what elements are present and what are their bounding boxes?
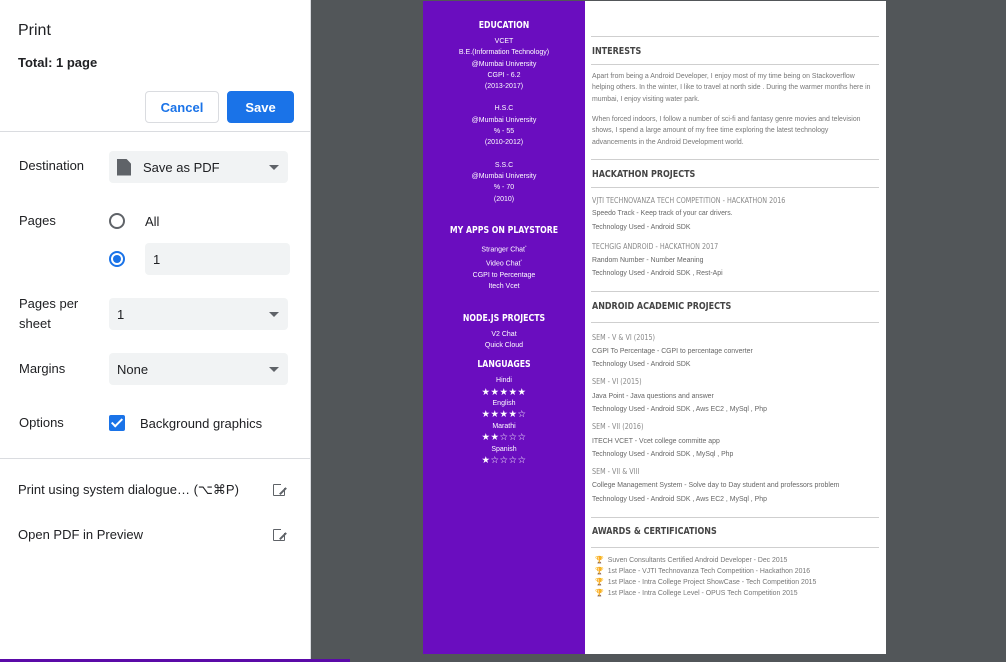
options-label: Options bbox=[19, 415, 64, 430]
margins-value: None bbox=[117, 361, 149, 377]
awards-heading: AWARDS & CERTIFICATIONS bbox=[592, 526, 717, 537]
education-item: VCET B.E.(Information Technology) @Mumbai University CGPI - 6.2 (2013-2017) bbox=[458, 38, 550, 91]
dialog-title: Print bbox=[18, 22, 51, 39]
interests-paragraph: When forced indoors, I follow a number of sci-fi and fantasy genre movies and television shows, I spend a large amount of my free time exploring the latest technology advancements in the Android Development world. bbox=[592, 116, 861, 146]
node-projects-heading: NODE.JS PROJECTS bbox=[462, 312, 546, 324]
destination-label: Destination bbox=[19, 158, 85, 173]
project-desc: Random Number - Number Meaning bbox=[592, 257, 704, 264]
project-desc: Java Point - Java questions and answer bbox=[592, 393, 714, 400]
resume-sidebar bbox=[423, 1, 585, 654]
education-heading: EDUCATION bbox=[478, 20, 530, 31]
award-item: 🏆 1st Place - Intra College Level - OPUS Tech Competition 2015 bbox=[595, 590, 798, 597]
open-external-icon[interactable] bbox=[273, 529, 285, 541]
project-title: SEM - VII (2016) bbox=[592, 422, 644, 431]
chevron-down-icon bbox=[269, 165, 279, 170]
project-tech: Technology Used - Android SDK , Rest-Api bbox=[592, 270, 723, 277]
pages-custom-radio[interactable] bbox=[109, 251, 125, 267]
trophy-icon: 🏆 bbox=[595, 568, 604, 575]
project-desc: College Management System - Solve day to Day student and professors problem bbox=[592, 482, 840, 489]
project-title: SEM - VII & VIII bbox=[592, 467, 640, 476]
rating-stars: ★☆☆☆☆ bbox=[481, 454, 527, 466]
project-title: SEM - V & VI (2015) bbox=[592, 333, 656, 342]
margins-label: Margins bbox=[19, 361, 66, 376]
project-desc: CGPI To Percentage - CGPI to percentage converter bbox=[592, 348, 753, 355]
project-desc: ITECH VCET - Vcet college committe app bbox=[592, 438, 720, 445]
rating-stars: ★★★★☆ bbox=[481, 409, 527, 421]
languages-list: Hindi ★★★★★ English ★★★★☆ Marathi ★★☆☆☆ Spanish ★☆☆☆☆ bbox=[423, 375, 585, 466]
destination-select[interactable] bbox=[109, 151, 288, 183]
background-graphics-checkbox[interactable] bbox=[109, 415, 125, 431]
project-tech: Technology Used - Android SDK , Aws EC2 , MySql , Php bbox=[592, 496, 767, 503]
award-item: 🏆 1st Place - Intra College Project ShowCase - Tech Competition 2015 bbox=[595, 579, 817, 586]
resume-main bbox=[585, 1, 886, 654]
project-tech: Technology Used - Android SDK bbox=[592, 361, 691, 368]
open-external-icon[interactable] bbox=[273, 484, 285, 496]
rating-stars: ★★☆☆☆ bbox=[481, 432, 527, 444]
cancel-button[interactable]: Cancel bbox=[145, 91, 219, 123]
pages-per-sheet-select[interactable] bbox=[109, 298, 288, 330]
background-graphics-label: Background graphics bbox=[140, 416, 263, 431]
interests-paragraph: Apart from being a Android Developer, I enjoy most of my time being on Stackoverflow helping others. In the winter, I like to travel at north side . During the warmer months here in mumbai, I enjoy visiting water park. bbox=[592, 73, 871, 103]
apps-heading: MY APPS ON PLAYSTORE bbox=[449, 224, 559, 236]
award-item: 🏆 1st Place - VJTI Technovanza Tech Competition - Hackathon 2016 bbox=[595, 568, 811, 575]
interests-heading: INTERESTS bbox=[592, 46, 642, 57]
project-title: VJTI TECHNOVANZA TECH COMPETITION - HACKATHON 2016 bbox=[592, 196, 786, 205]
save-button[interactable]: Save bbox=[227, 91, 294, 123]
trophy-icon: 🏆 bbox=[595, 557, 604, 564]
page-total: Total: 1 page bbox=[18, 55, 98, 70]
pages-per-sheet-value: 1 bbox=[117, 306, 125, 322]
divider bbox=[0, 131, 310, 132]
project-tech: Technology Used - Android SDK , MySql , Php bbox=[592, 451, 734, 458]
chevron-down-icon bbox=[269, 312, 279, 317]
margins-select[interactable] bbox=[109, 353, 288, 385]
system-dialog-link[interactable]: Print using system dialogue… (⌥⌘P) bbox=[18, 482, 239, 497]
project-title: TECHGIG ANDROID - HACKATHON 2017 bbox=[592, 242, 719, 251]
print-preview-page[interactable] bbox=[423, 1, 886, 654]
print-settings-panel bbox=[0, 0, 311, 662]
education-item: H.S.C @Mumbai University % - 55 (2010-2012) bbox=[471, 105, 537, 147]
project-tech: Technology Used - Android SDK , Aws EC2 , MySql , Php bbox=[592, 406, 767, 413]
rating-stars: ★★★★★ bbox=[481, 386, 527, 398]
pages-per-sheet-label: Pages per sheet bbox=[19, 296, 79, 331]
pages-custom-input[interactable] bbox=[145, 243, 290, 275]
languages-heading: LANGUAGES bbox=[477, 359, 531, 371]
academic-heading: ANDROID ACADEMIC PROJECTS bbox=[592, 301, 732, 312]
chevron-down-icon bbox=[269, 367, 279, 372]
award-item: 🏆 Suven Consultants Certified Android Developer - Dec 2015 bbox=[595, 557, 788, 564]
hackathon-heading: HACKATHON PROJECTS bbox=[592, 169, 696, 180]
pages-all-label: All bbox=[145, 214, 160, 229]
destination-value: Save as PDF bbox=[143, 159, 220, 175]
pages-all-radio[interactable] bbox=[109, 213, 125, 229]
project-title: SEM - VI (2015) bbox=[592, 377, 642, 386]
node-projects-list: V2 Chat Quick Cloud bbox=[484, 330, 524, 349]
project-tech: Technology Used - Android SDK bbox=[592, 224, 691, 231]
divider bbox=[0, 458, 310, 459]
project-desc: Speedo Track - Keep track of your car drivers. bbox=[592, 210, 733, 217]
trophy-icon: 🏆 bbox=[595, 590, 604, 597]
education-item: S.S.C @Mumbai University % - 70 (2010) bbox=[471, 161, 537, 203]
open-pdf-preview-link[interactable]: Open PDF in Preview bbox=[18, 527, 143, 542]
apps-list: Stranger Chat* Video Chat* CGPI to Percentage Itech Vcet bbox=[472, 243, 536, 291]
pdf-file-icon bbox=[117, 159, 131, 176]
trophy-icon: 🏆 bbox=[595, 579, 604, 586]
pages-label: Pages bbox=[19, 213, 56, 228]
